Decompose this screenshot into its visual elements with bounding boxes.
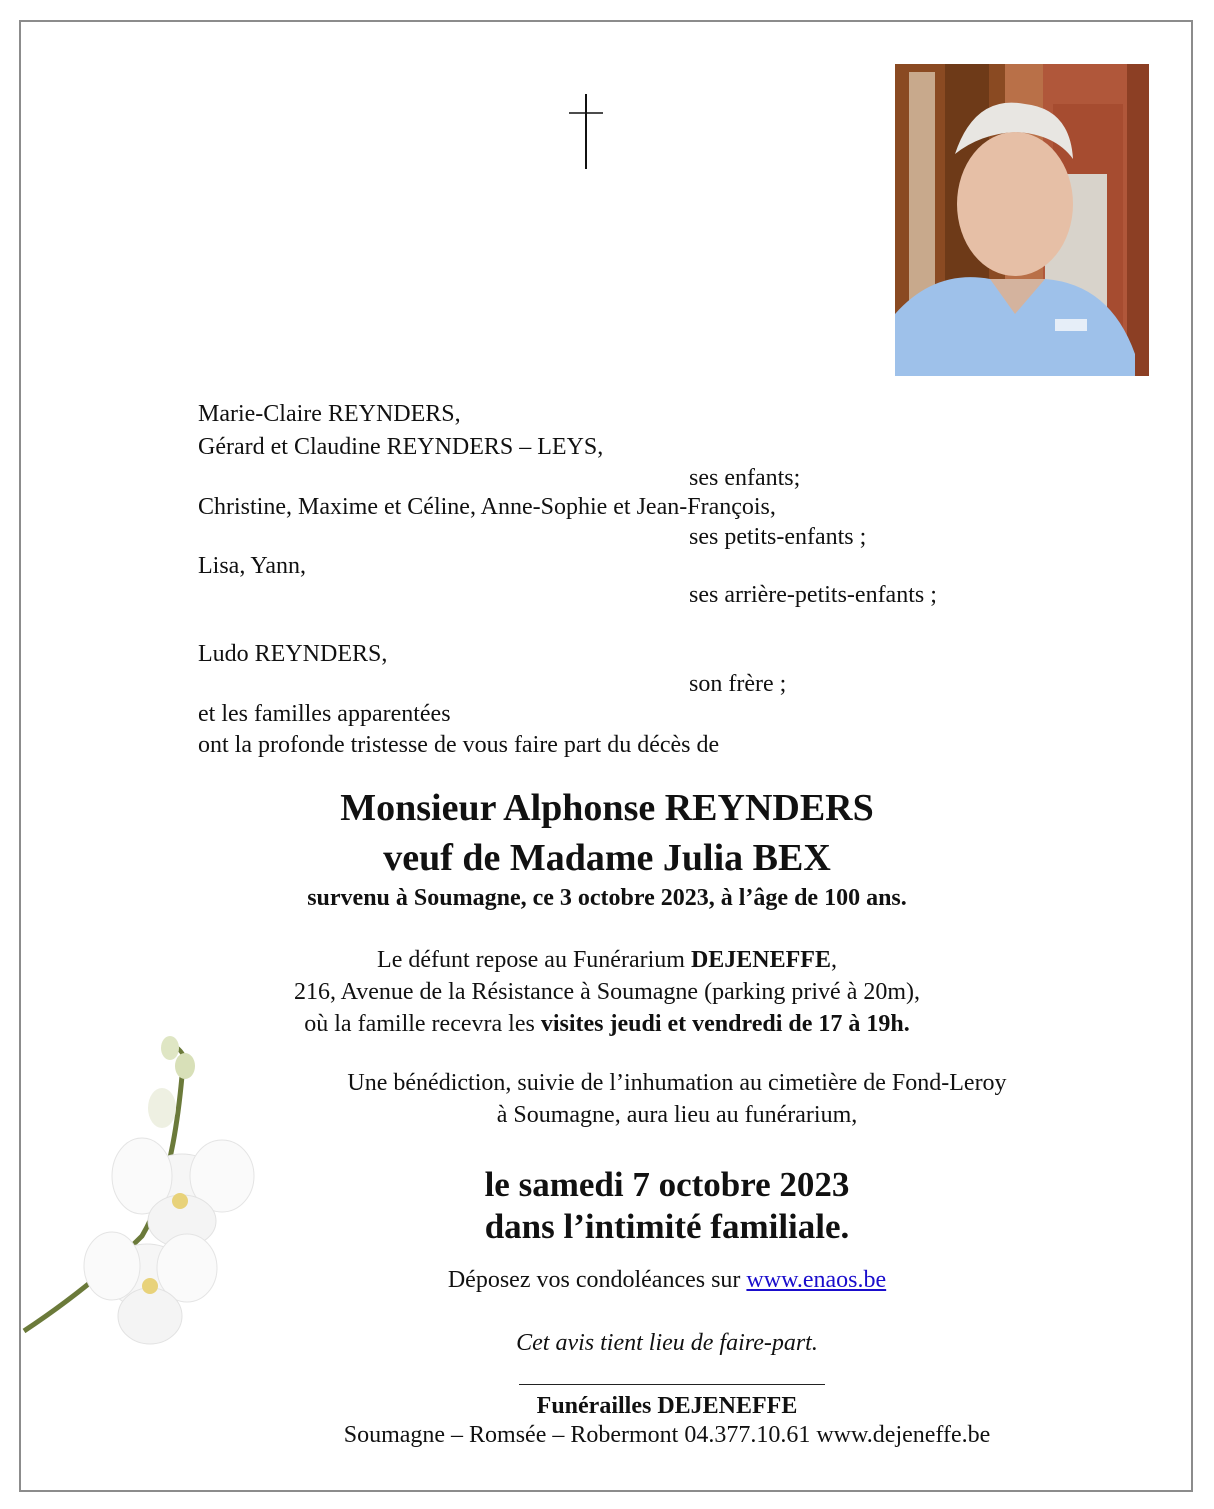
- relation-great-grandchildren: ses arrière-petits-enfants ;: [689, 582, 937, 608]
- cross-icon: [569, 94, 603, 169]
- announcement-intro: ont la profonde tristesse de vous faire part du décès de: [198, 732, 720, 758]
- viewing-address: 216, Avenue de la Résistance à Soumagne (parking privé à 20m),: [293, 979, 921, 1005]
- notice-text: Cet avis tient lieu de faire-part.: [516, 1330, 818, 1356]
- family-member-3: Christine, Maxime et Céline, Anne-Sophie et Jean-François,: [198, 494, 776, 520]
- ceremony-line-2: à Soumagne, aura lieu au funérarium,: [496, 1102, 858, 1128]
- condolences-link[interactable]: www.enaos.be: [746, 1267, 887, 1293]
- ceremony-privacy: dans l’intimité familiale.: [484, 1207, 850, 1246]
- family-member-5: Ludo REYNDERS,: [198, 641, 388, 667]
- footer-contact: Soumagne – Romsée – Robermont 04.377.10.61 www.dejeneffe.be: [343, 1422, 991, 1448]
- family-member-1: Marie-Claire REYNDERS,: [198, 401, 461, 427]
- family-member-2: Gérard et Claudine REYNDERS – LEYS,: [198, 434, 604, 460]
- related-families: et les familles apparentées: [198, 701, 451, 727]
- family-member-4: Lisa, Yann,: [198, 553, 307, 579]
- widow-line: veuf de Madame Julia BEX: [383, 837, 831, 879]
- condolences-line: Déposez vos condoléances sur www.enaos.be: [447, 1267, 887, 1293]
- relation-brother: son frère ;: [689, 671, 787, 697]
- portrait-photo: [895, 64, 1149, 376]
- ceremony-line-1: Une bénédiction, suivie de l’inhumation au cimetière de Fond-Leroy: [347, 1070, 1007, 1096]
- ceremony-date: le samedi 7 octobre 2023: [484, 1165, 850, 1204]
- visiting-hours: où la famille recevra les visites jeudi et vendredi de 17 à 19h.: [304, 1011, 910, 1037]
- death-details: survenu à Soumagne, ce 3 octobre 2023, à l’âge de 100 ans.: [307, 885, 907, 911]
- footer-divider: [519, 1384, 825, 1385]
- deceased-name: Monsieur Alphonse REYNDERS: [340, 787, 874, 829]
- relation-grandchildren: ses petits-enfants ;: [689, 524, 867, 550]
- footer-company: Funérailles DEJENEFFE: [536, 1393, 798, 1419]
- relation-children: ses enfants;: [689, 465, 801, 491]
- orchid-icon: [22, 1036, 272, 1366]
- viewing-location: Le défunt repose au Funérarium DEJENEFFE,: [377, 947, 837, 973]
